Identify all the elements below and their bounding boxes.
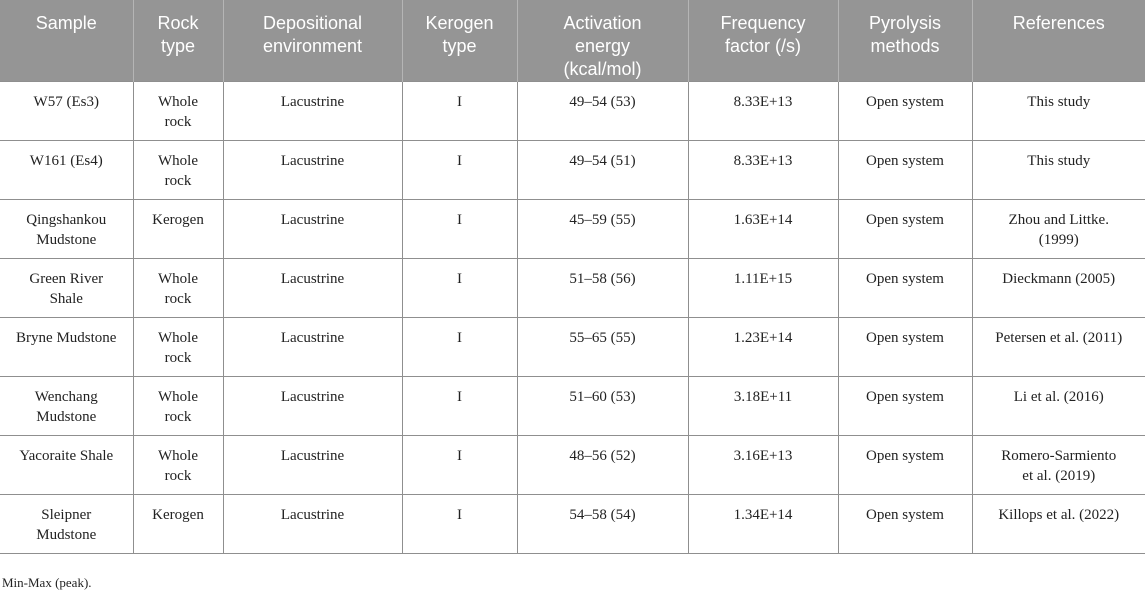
activation-energy-cell: 54–58 (54) bbox=[517, 495, 688, 554]
header-kerogen-type: Kerogen type bbox=[402, 0, 517, 82]
frequency-factor-cell: 1.11E+15 bbox=[688, 259, 838, 318]
kerogen-type-cell: I bbox=[402, 82, 517, 141]
table-body bbox=[0, 82, 1145, 554]
pyrolysis-method-cell: Open system bbox=[838, 200, 972, 259]
depositional-environment-cell: Lacustrine bbox=[223, 495, 402, 554]
depositional-environment-cell: Lacustrine bbox=[223, 318, 402, 377]
sample-cell: W57 (Es3) bbox=[0, 82, 133, 141]
table-row bbox=[0, 200, 1145, 259]
sample-cell: W161 (Es4) bbox=[0, 141, 133, 200]
frequency-factor-cell: 8.33E+13 bbox=[688, 82, 838, 141]
sample-cell: Sleipner Mudstone bbox=[0, 495, 133, 554]
table-row bbox=[0, 259, 1145, 318]
kerogen-type-cell: I bbox=[402, 377, 517, 436]
rock-type-cell: Whole rock bbox=[133, 436, 223, 495]
kerogen-type-cell: I bbox=[402, 200, 517, 259]
activation-energy-cell: 48–56 (52) bbox=[517, 436, 688, 495]
header-references: References bbox=[972, 0, 1145, 82]
header-rock-type: Rock type bbox=[133, 0, 223, 82]
rock-type-cell: Whole rock bbox=[133, 82, 223, 141]
rock-type-cell: Kerogen bbox=[133, 200, 223, 259]
table-row bbox=[0, 82, 1145, 141]
pyrolysis-method-cell: Open system bbox=[838, 259, 972, 318]
rock-type-cell: Whole rock bbox=[133, 377, 223, 436]
header-activation-energy: Activation energy (kcal/mol) bbox=[517, 0, 688, 82]
reference-cell: Li et al. (2016) bbox=[972, 377, 1145, 436]
depositional-environment-cell: Lacustrine bbox=[223, 82, 402, 141]
rock-type-cell: Whole rock bbox=[133, 141, 223, 200]
depositional-environment-cell: Lacustrine bbox=[223, 259, 402, 318]
pyrolysis-method-cell: Open system bbox=[838, 495, 972, 554]
kerogen-type-cell: I bbox=[402, 495, 517, 554]
rock-type-cell: Whole rock bbox=[133, 259, 223, 318]
reference-cell: Zhou and Littke. (1999) bbox=[972, 200, 1145, 259]
reference-cell: This study bbox=[972, 82, 1145, 141]
reference-cell: Dieckmann (2005) bbox=[972, 259, 1145, 318]
pyrolysis-method-cell: Open system bbox=[838, 82, 972, 141]
header-frequency-factor: Frequency factor (/s) bbox=[688, 0, 838, 82]
activation-energy-cell: 49–54 (51) bbox=[517, 141, 688, 200]
table-row bbox=[0, 436, 1145, 495]
frequency-factor-cell: 1.23E+14 bbox=[688, 318, 838, 377]
frequency-factor-cell: 3.16E+13 bbox=[688, 436, 838, 495]
depositional-environment-cell: Lacustrine bbox=[223, 141, 402, 200]
header-sample: Sample bbox=[0, 0, 133, 82]
kerogen-type-cell: I bbox=[402, 259, 517, 318]
table-footnote: Min-Max (peak). bbox=[2, 575, 92, 590]
activation-energy-cell: 51–58 (56) bbox=[517, 259, 688, 318]
header-depositional-environment: Depositional environment bbox=[223, 0, 402, 82]
sample-cell: Qingshankou Mudstone bbox=[0, 200, 133, 259]
rock-type-cell: Whole rock bbox=[133, 318, 223, 377]
reference-cell: This study bbox=[972, 141, 1145, 200]
sample-cell: Wenchang Mudstone bbox=[0, 377, 133, 436]
kerogen-type-cell: I bbox=[402, 436, 517, 495]
pyrolysis-method-cell: Open system bbox=[838, 377, 972, 436]
activation-energy-cell: 45–59 (55) bbox=[517, 200, 688, 259]
reference-cell: Petersen et al. (2011) bbox=[972, 318, 1145, 377]
frequency-factor-cell: 8.33E+13 bbox=[688, 141, 838, 200]
sample-cell: Bryne Mudstone bbox=[0, 318, 133, 377]
table-row bbox=[0, 377, 1145, 436]
frequency-factor-cell: 1.34E+14 bbox=[688, 495, 838, 554]
pyrolysis-method-cell: Open system bbox=[838, 318, 972, 377]
kerogen-type-cell: I bbox=[402, 141, 517, 200]
activation-energy-cell: 51–60 (53) bbox=[517, 377, 688, 436]
sample-cell: Yacoraite Shale bbox=[0, 436, 133, 495]
header-pyrolysis-methods: Pyrolysis methods bbox=[838, 0, 972, 82]
sample-cell: Green River Shale bbox=[0, 259, 133, 318]
activation-energy-cell: 55–65 (55) bbox=[517, 318, 688, 377]
reference-cell: Killops et al. (2022) bbox=[972, 495, 1145, 554]
table-row bbox=[0, 141, 1145, 200]
depositional-environment-cell: Lacustrine bbox=[223, 200, 402, 259]
kerogen-type-cell: I bbox=[402, 318, 517, 377]
table-row bbox=[0, 495, 1145, 554]
depositional-environment-cell: Lacustrine bbox=[223, 436, 402, 495]
table-row bbox=[0, 318, 1145, 377]
reference-cell: Romero-Sarmiento et al. (2019) bbox=[972, 436, 1145, 495]
frequency-factor-cell: 3.18E+11 bbox=[688, 377, 838, 436]
pyrolysis-method-cell: Open system bbox=[838, 436, 972, 495]
table-header-row bbox=[0, 0, 1145, 82]
depositional-environment-cell: Lacustrine bbox=[223, 377, 402, 436]
activation-energy-cell: 49–54 (53) bbox=[517, 82, 688, 141]
rock-type-cell: Kerogen bbox=[133, 495, 223, 554]
pyrolysis-method-cell: Open system bbox=[838, 141, 972, 200]
frequency-factor-cell: 1.63E+14 bbox=[688, 200, 838, 259]
